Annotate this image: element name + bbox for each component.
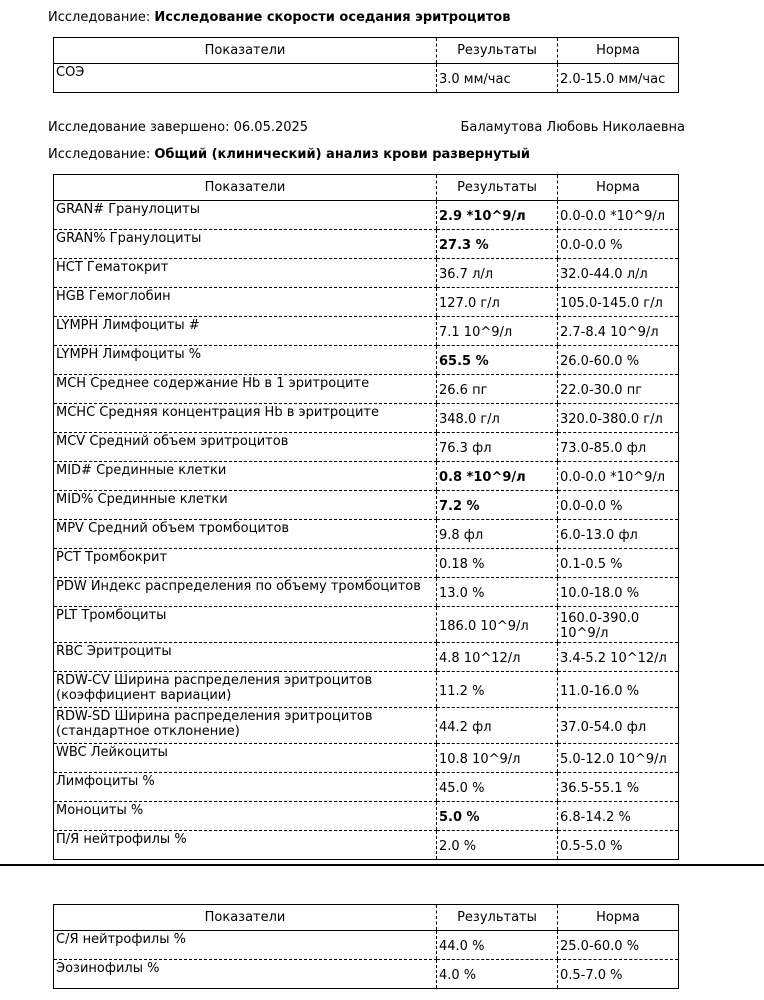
result-cell: 7.2 %	[437, 491, 558, 520]
result-cell: 7.1 10^9/л	[437, 317, 558, 346]
result-cell: 127.0 г/л	[437, 288, 558, 317]
result-cell: 9.8 фл	[437, 520, 558, 549]
norm-cell: 160.0-390.0 10^9/л	[558, 607, 679, 643]
norm-cell: 22.0-30.0 пг	[558, 375, 679, 404]
result-cell: 2.9 *10^9/л	[437, 201, 558, 230]
table-row	[54, 578, 679, 607]
indicator-cell: GRAN% Гранулоциты	[54, 230, 437, 259]
table-header-row	[54, 175, 679, 201]
indicator-cell: MPV Средний объем тромбоцитов	[54, 520, 437, 549]
table-row	[54, 773, 679, 802]
norm-cell: 3.4-5.2 10^12/л	[558, 643, 679, 672]
table-row	[54, 708, 679, 744]
table-row	[54, 549, 679, 578]
table-row	[54, 375, 679, 404]
result-cell: 11.2 %	[437, 672, 558, 708]
norm-cell: 320.0-380.0 г/л	[558, 404, 679, 433]
table-row	[54, 672, 679, 708]
table-row	[54, 259, 679, 288]
result-cell: 76.3 фл	[437, 433, 558, 462]
indicator-cell: LYMPH Лимфоциты %	[54, 346, 437, 375]
result-cell: 36.7 л/л	[437, 259, 558, 288]
result-cell: 186.0 10^9/л	[437, 607, 558, 643]
result-cell: 348.0 г/л	[437, 404, 558, 433]
header-result: Результаты	[437, 175, 558, 201]
indicator-cell: RBC Эритроциты	[54, 643, 437, 672]
norm-cell: 6.8-14.2 %	[558, 802, 679, 831]
header-indicator: Показатели	[54, 175, 437, 201]
norm-cell: 0.0-0.0 %	[558, 230, 679, 259]
table-row	[54, 744, 679, 773]
table-row	[54, 607, 679, 643]
norm-cell: 25.0-60.0 %	[558, 931, 679, 960]
indicator-cell: PLT Тромбоциты	[54, 607, 437, 643]
result-cell: 10.8 10^9/л	[437, 744, 558, 773]
esr-study-prefix: Исследование:	[48, 10, 155, 25]
norm-cell: 2.0-15.0 мм/час	[558, 64, 679, 93]
indicator-cell: LYMPH Лимфоциты #	[54, 317, 437, 346]
norm-cell: 6.0-13.0 фл	[558, 520, 679, 549]
cbc-results-table-continued	[53, 904, 679, 989]
page-break-line	[0, 864, 764, 866]
indicator-cell: GRAN# Гранулоциты	[54, 201, 437, 230]
cbc-results-table	[53, 174, 679, 860]
norm-cell: 0.5-7.0 %	[558, 960, 679, 989]
indicator-cell: СОЭ	[54, 64, 437, 93]
indicator-cell: Эозинофилы %	[54, 960, 437, 989]
table-row	[54, 931, 679, 960]
esr-study-heading	[48, 9, 510, 26]
result-cell: 0.18 %	[437, 549, 558, 578]
indicator-cell: MCHC Средняя концентрация Hb в эритроците	[54, 404, 437, 433]
result-cell: 5.0 %	[437, 802, 558, 831]
norm-cell: 0.5-5.0 %	[558, 831, 679, 860]
table-row	[54, 462, 679, 491]
completion-line	[48, 119, 685, 136]
header-indicator: Показатели	[54, 905, 437, 931]
esr-results-table	[53, 37, 679, 93]
table-row	[54, 404, 679, 433]
norm-cell: 2.7-8.4 10^9/л	[558, 317, 679, 346]
table-header-row	[54, 38, 679, 64]
result-cell: 44.2 фл	[437, 708, 558, 744]
table-row	[54, 64, 679, 93]
indicator-cell: MID% Срединные клетки	[54, 491, 437, 520]
indicator-cell: PDW Индекс распределения по объему тромбоцитов	[54, 578, 437, 607]
indicator-cell: RDW-SD Ширина распределения эритроцитов (стандартное отклонение)	[54, 708, 437, 744]
table-header-row	[54, 905, 679, 931]
norm-cell: 36.5-55.1 %	[558, 773, 679, 802]
indicator-cell: MCH Среднее содержание Hb в 1 эритроците	[54, 375, 437, 404]
norm-cell: 0.0-0.0 %	[558, 491, 679, 520]
norm-cell: 26.0-60.0 %	[558, 346, 679, 375]
header-norm: Норма	[558, 38, 679, 64]
completion-date: Исследование завершено: 06.05.2025	[48, 120, 309, 135]
table-row	[54, 643, 679, 672]
result-cell: 4.8 10^12/л	[437, 643, 558, 672]
result-cell: 4.0 %	[437, 960, 558, 989]
indicator-cell: HCT Гематокрит	[54, 259, 437, 288]
norm-cell: 10.0-18.0 %	[558, 578, 679, 607]
norm-cell: 0.0-0.0 *10^9/л	[558, 201, 679, 230]
doctor-name: Баламутова Любовь Николаевна	[460, 120, 685, 135]
table-row	[54, 288, 679, 317]
indicator-cell: Моноциты %	[54, 802, 437, 831]
indicator-cell: MCV Средний объем эритроцитов	[54, 433, 437, 462]
norm-cell: 0.0-0.0 *10^9/л	[558, 462, 679, 491]
result-cell: 45.0 %	[437, 773, 558, 802]
result-cell: 3.0 мм/час	[437, 64, 558, 93]
table-row	[54, 230, 679, 259]
result-cell: 13.0 %	[437, 578, 558, 607]
indicator-cell: WBC Лейкоциты	[54, 744, 437, 773]
table-row	[54, 802, 679, 831]
norm-cell: 37.0-54.0 фл	[558, 708, 679, 744]
indicator-cell: HGB Гемоглобин	[54, 288, 437, 317]
result-cell: 2.0 %	[437, 831, 558, 860]
cbc-study-title: Общий (клинический) анализ крови развернутый	[154, 147, 531, 162]
norm-cell: 0.1-0.5 %	[558, 549, 679, 578]
norm-cell: 5.0-12.0 10^9/л	[558, 744, 679, 773]
header-norm: Норма	[558, 905, 679, 931]
cbc-study-heading	[48, 146, 530, 163]
header-result: Результаты	[437, 905, 558, 931]
esr-study-title: Исследование скорости оседания эритроцитов	[154, 10, 511, 25]
header-result: Результаты	[437, 38, 558, 64]
table-row	[54, 520, 679, 549]
cbc-study-prefix: Исследование:	[48, 147, 155, 162]
indicator-cell: Лимфоциты %	[54, 773, 437, 802]
norm-cell: 73.0-85.0 фл	[558, 433, 679, 462]
table-row	[54, 433, 679, 462]
norm-cell: 105.0-145.0 г/л	[558, 288, 679, 317]
result-cell: 27.3 %	[437, 230, 558, 259]
table-row	[54, 201, 679, 230]
indicator-cell: MID# Срединные клетки	[54, 462, 437, 491]
table-row	[54, 317, 679, 346]
header-norm: Норма	[558, 175, 679, 201]
table-row	[54, 491, 679, 520]
table-row	[54, 831, 679, 860]
result-cell: 26.6 пг	[437, 375, 558, 404]
table-row	[54, 960, 679, 989]
indicator-cell: RDW-CV Ширина распределения эритроцитов (коэффициент вариации)	[54, 672, 437, 708]
indicator-cell: П/Я нейтрофилы %	[54, 831, 437, 860]
result-cell: 65.5 %	[437, 346, 558, 375]
indicator-cell: С/Я нейтрофилы %	[54, 931, 437, 960]
header-indicator: Показатели	[54, 38, 437, 64]
table-row	[54, 346, 679, 375]
result-cell: 0.8 *10^9/л	[437, 462, 558, 491]
indicator-cell: PCT Тромбокрит	[54, 549, 437, 578]
norm-cell: 11.0-16.0 %	[558, 672, 679, 708]
norm-cell: 32.0-44.0 л/л	[558, 259, 679, 288]
result-cell: 44.0 %	[437, 931, 558, 960]
